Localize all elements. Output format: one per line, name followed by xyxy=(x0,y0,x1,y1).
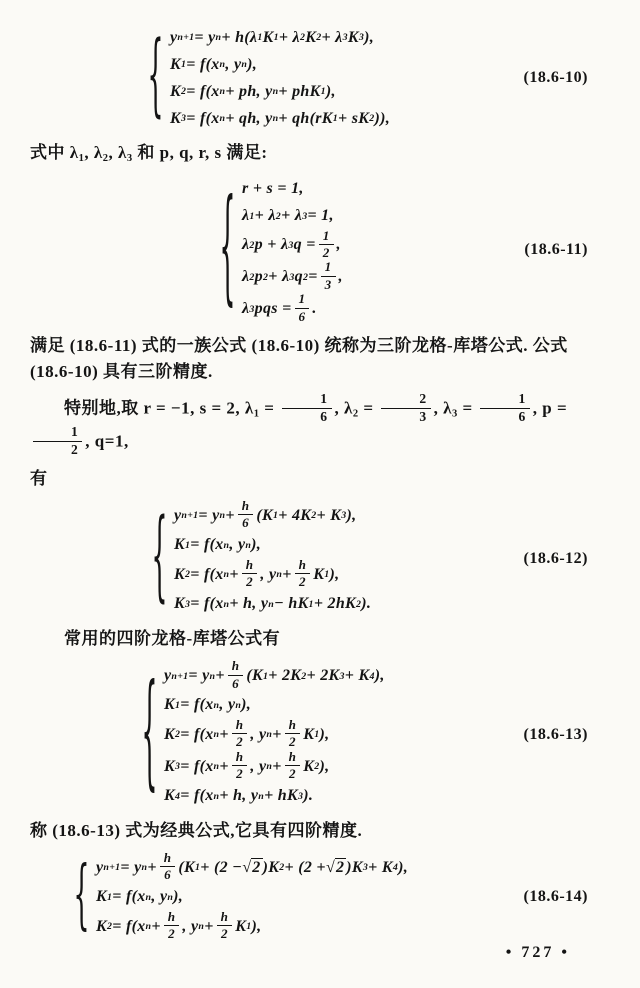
equation-lines xyxy=(168,497,372,618)
equation-block-18-6-10 xyxy=(148,24,588,132)
equation-line: λ 3 pqs = $\frac{1}{6}$ . xyxy=(242,291,317,324)
equation-line: K 2 = f(x n + $\frac{h}{2}$ , y n + $\frac{h}{2}$ K 1 ), xyxy=(164,716,330,750)
equation-line: r + s = 1, xyxy=(242,180,304,197)
equation-label: (18.6-13) xyxy=(523,725,588,743)
family-remark-text: 满足 (18.6-11) 式的一族公式 (18.6-10) 统称为三阶龙格-库塔公式. 公式 (18.6-10) 具有三阶精度. xyxy=(30,336,568,382)
equation-line: K 3 = f(x n + qh, y n + qh(rK 1 + sK 2 )), xyxy=(170,109,391,127)
equation-block-18-6-12 xyxy=(151,497,588,618)
equation-line: K 1 = f(x n , y n ), xyxy=(170,55,258,73)
we-have-text: 有 xyxy=(30,468,48,488)
left-curly-brace: { xyxy=(141,659,159,806)
equation-label: (18.6-10) xyxy=(523,69,588,86)
equation-block-18-6-11 xyxy=(220,176,588,326)
equation-line: K 2 = f(x n + $\frac{h}{2}$ , y n + $\frac{h}{2}$ K 1 ), xyxy=(174,556,340,590)
equation-line: y n+1 = y n + $\frac{h}{6}$ (K 1 + 4K 2 + K 3 ), xyxy=(174,497,357,531)
equation-lines xyxy=(236,176,343,326)
equation-line: y n+1 = y n + $\frac{h}{6}$ (K 1 + (2 − √2 )K 2 + (2 + √2 )K 3 + K 4 ), xyxy=(96,850,409,883)
equation-line: K 2 = f(x n + $\frac{h}{2}$ , y n + $\frac{h}{2}$ K 1 ), xyxy=(96,908,262,942)
equation-line: K 1 = f(x n , y n ), xyxy=(96,888,184,906)
equation-block-18-6-14 xyxy=(74,852,588,943)
classic-remark-text: 称 (18.6-13) 式为经典公式,它具有四阶精度. xyxy=(30,820,363,840)
where-conditions-text: 式中 $\lambda_1$, $\lambda_2$, $\lambda_3$ 和 p, q, r, s 满足: xyxy=(30,143,268,165)
fourth-order-intro-text: 常用的四阶龙格-库塔公式有 xyxy=(64,628,281,648)
equation-lines xyxy=(158,660,385,810)
equation-line: y n+1 = y n + h(λ 1 K 1 + λ 2 K 2 + λ 3 K 3 ), xyxy=(170,28,375,46)
equation-label: (18.6-11) xyxy=(524,241,588,259)
equation-line: K 3 = f(x n + h, y n − hK 1 + 2hK 2 ). xyxy=(174,595,372,613)
equation-line: λ 1 + λ 2 + λ 3 = 1, xyxy=(242,207,334,224)
left-curly-brace: { xyxy=(147,24,165,129)
page-number: • 727 • xyxy=(505,944,570,961)
equation-label: (18.6-12) xyxy=(523,549,588,567)
equation-label: (18.6-14) xyxy=(523,888,588,906)
equation-line: λ 2 p 2 + λ 3 q 2 = $\frac{1}{3}$ , xyxy=(242,259,343,292)
left-curly-brace: { xyxy=(151,499,169,615)
equation-line: K 1 = f(x n , y n ), xyxy=(174,536,262,554)
equation-line: y n+1 = y n + $\frac{h}{6}$ (K 1 + 2K 2 + 2K 3 + K 4 ), xyxy=(164,658,385,691)
equation-line: K 1 = f(x n , y n ), xyxy=(164,696,252,714)
equation-block-18-6-13 xyxy=(142,660,588,810)
equation-lines xyxy=(90,852,408,943)
left-curly-brace: { xyxy=(73,851,91,941)
equation-line: K 2 = f(x n + ph, y n + phK 1 ), xyxy=(170,82,336,100)
left-curly-brace: { xyxy=(219,175,237,322)
equation-line: K 4 = f(x n + h, y n + hK 3 ). xyxy=(164,787,314,805)
equation-line: λ 2 p + λ 3 q = $\frac{1}{2}$ , xyxy=(242,227,341,260)
equation-lines xyxy=(164,24,390,132)
equation-line: K 3 = f(x n + $\frac{h}{2}$ , y n + $\frac{h}{2}$ K 2 ), xyxy=(164,748,330,782)
special-values-text: 特别地,取 r = −1, s = 2, $\lambda_1$ = $\frac{1}{6}$ , $\lambda_2$ = $\frac{2}{3}$ , $\lambda_3$ = $\frac{1}{6}$ , p = $\frac{1}{2}$ , q=1, xyxy=(30,393,610,459)
